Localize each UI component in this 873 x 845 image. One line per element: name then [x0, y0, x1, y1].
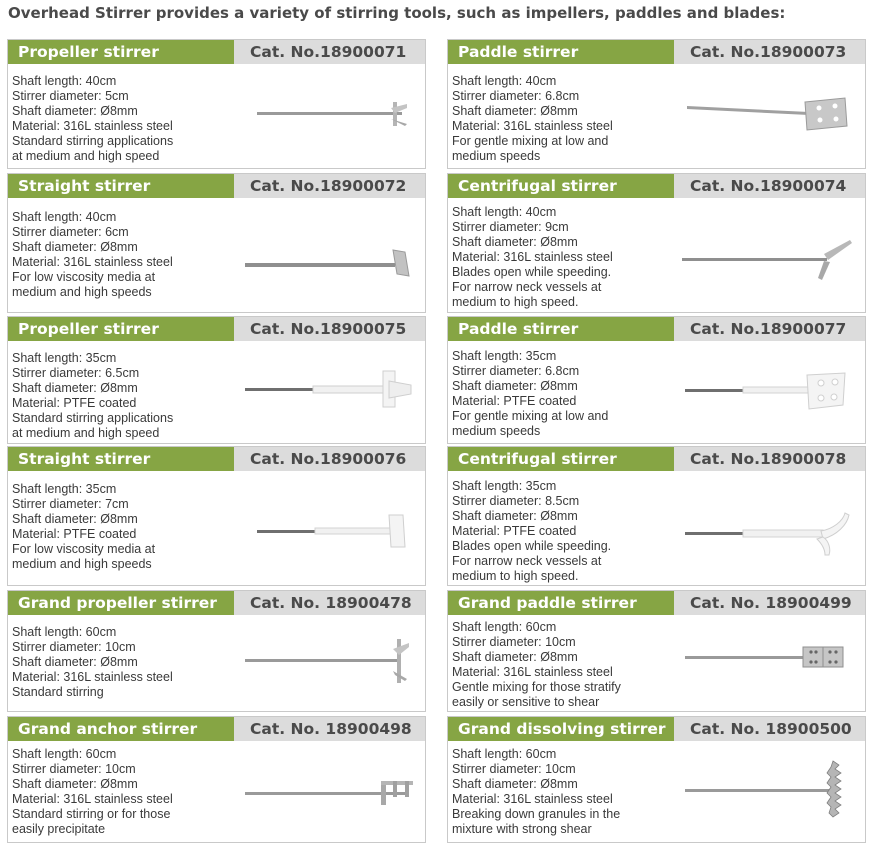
catalog-number: Cat. No.18900075	[234, 317, 425, 341]
grand-propeller-stirrer-image	[243, 635, 415, 687]
spec-line: Stirrer diameter: 8.5cm	[452, 494, 580, 508]
spec-line: Shaft length: 35cm	[12, 482, 117, 496]
spec-line: Shaft diameter: Ø8mm	[452, 509, 578, 523]
spec-line: Stirrer diameter: 6.5cm	[12, 366, 140, 380]
spec-line: Material: 316L stainless steel	[12, 792, 173, 806]
catalog-number: Cat. No. 18900499	[674, 591, 865, 615]
ptfe-paddle-stirrer-image	[683, 369, 855, 415]
spec-line: Standard stirring	[12, 685, 104, 699]
spec-line: Shaft diameter: Ø8mm	[12, 104, 138, 118]
spec-line: Stirrer diameter: 6cm	[12, 225, 129, 239]
spec-line: easily precipitate	[12, 822, 106, 836]
spec-line: Stirrer diameter: 7cm	[12, 497, 129, 511]
spec-line: at medium and high speed	[12, 426, 160, 440]
product-card	[447, 316, 866, 444]
product-name: Paddle stirrer	[448, 317, 674, 341]
product-specs	[12, 625, 242, 700]
spec-line: Material: PTFE coated	[452, 524, 577, 538]
spec-line: Shaft diameter: Ø8mm	[452, 777, 578, 791]
product-card	[7, 716, 426, 843]
spec-line: Material: 316L stainless steel	[12, 119, 173, 133]
product-name: Grand propeller stirrer	[8, 591, 234, 615]
spec-line: easily or sensitive to shear	[452, 695, 600, 709]
spec-line: medium and high speeds	[12, 557, 152, 571]
spec-line: For low viscosity media at	[12, 270, 156, 284]
spec-line: Shaft length: 60cm	[12, 747, 117, 761]
spec-line: Shaft diameter: Ø8mm	[452, 650, 578, 664]
grand-paddle-stirrer-image	[683, 637, 855, 677]
spec-line: Shaft length: 60cm	[452, 747, 557, 761]
product-specs	[452, 74, 682, 164]
spec-line: medium speeds	[452, 424, 541, 438]
product-name: Propeller stirrer	[8, 40, 234, 64]
spec-line: Shaft diameter: Ø8mm	[452, 104, 578, 118]
catalog-number: Cat. No.18900078	[674, 447, 865, 471]
spec-line: Shaft length: 35cm	[452, 479, 557, 493]
spec-line: Shaft length: 60cm	[12, 625, 117, 639]
spec-line: Material: 316L stainless steel	[452, 792, 613, 806]
product-name: Centrifugal stirrer	[448, 447, 674, 471]
catalog-number: Cat. No.18900073	[674, 40, 865, 64]
spec-line: Shaft diameter: Ø8mm	[12, 777, 138, 791]
product-specs	[452, 205, 682, 310]
spec-line: Stirrer diameter: 6.8cm	[452, 364, 580, 378]
spec-line: Shaft length: 40cm	[12, 74, 117, 88]
spec-line: medium speeds	[452, 149, 541, 163]
spec-line: Shaft diameter: Ø8mm	[12, 512, 138, 526]
spec-line: Material: PTFE coated	[452, 394, 577, 408]
centrifugal-stirrer-image	[680, 234, 855, 284]
spec-line: Shaft diameter: Ø8mm	[452, 379, 578, 393]
product-specs	[12, 351, 242, 441]
page-title: Overhead Stirrer provides a variety of stirring tools, such as impellers, paddles and blades:	[8, 4, 786, 22]
product-card	[447, 446, 866, 586]
ptfe-propeller-stirrer-image	[243, 367, 415, 411]
spec-line: at medium and high speed	[12, 149, 160, 163]
straight-stirrer-image	[243, 242, 415, 282]
catalog-number: Cat. No.18900077	[674, 317, 865, 341]
catalog-number: Cat. No. 18900478	[234, 591, 425, 615]
paddle-stirrer-image	[685, 92, 855, 138]
product-specs	[12, 482, 242, 572]
spec-line: Shaft length: 35cm	[452, 349, 557, 363]
spec-line: medium to high speed.	[452, 295, 579, 309]
product-specs	[12, 210, 242, 300]
product-name: Straight stirrer	[8, 447, 234, 471]
product-card	[447, 173, 866, 313]
spec-line: Shaft diameter: Ø8mm	[12, 240, 138, 254]
spec-line: Material: 316L stainless steel	[452, 119, 613, 133]
catalog-number: Cat. No.18900072	[234, 174, 425, 198]
product-name: Grand anchor stirrer	[8, 717, 234, 741]
spec-line: Standard stirring or for those	[12, 807, 171, 821]
product-name: Straight stirrer	[8, 174, 234, 198]
spec-line: Shaft length: 40cm	[12, 210, 117, 224]
spec-line: Shaft length: 40cm	[452, 74, 557, 88]
ptfe-centrifugal-stirrer-image	[683, 509, 855, 559]
spec-line: For gentle mixing at low and	[452, 134, 609, 148]
spec-line: Gentle mixing for those stratify	[452, 680, 621, 694]
spec-line: medium and high speeds	[12, 285, 152, 299]
spec-line: Shaft diameter: Ø8mm	[452, 235, 578, 249]
product-card	[7, 173, 426, 313]
spec-line: Material: 316L stainless steel	[452, 665, 613, 679]
product-card	[7, 590, 426, 712]
product-card	[7, 316, 426, 444]
catalog-number: Cat. No.18900074	[674, 174, 865, 198]
propeller-stirrer-image	[255, 94, 415, 134]
product-name: Propeller stirrer	[8, 317, 234, 341]
product-specs	[452, 747, 682, 837]
spec-line: Blades open while speeding.	[452, 265, 612, 279]
spec-line: Stirrer diameter: 6.8cm	[452, 89, 580, 103]
spec-line: Blades open while speeding.	[452, 539, 612, 553]
spec-line: medium to high speed.	[452, 569, 579, 583]
spec-line: Material: 316L stainless steel	[12, 670, 173, 684]
spec-line: Stirrer diameter: 5cm	[12, 89, 129, 103]
spec-line: Stirrer diameter: 10cm	[12, 640, 136, 654]
product-card	[447, 39, 866, 169]
spec-line: Stirrer diameter: 10cm	[12, 762, 136, 776]
spec-line: mixture with strong shear	[452, 822, 592, 836]
spec-line: Material: 316L stainless steel	[12, 255, 173, 269]
ptfe-straight-stirrer-image	[255, 511, 415, 551]
spec-line: For low viscosity media at	[12, 542, 156, 556]
spec-line: Material: PTFE coated	[12, 396, 137, 410]
catalog-number: Cat. No. 18900498	[234, 717, 425, 741]
catalog-number: Cat. No. 18900500	[674, 717, 865, 741]
product-card	[7, 446, 426, 586]
product-specs	[452, 479, 682, 584]
spec-line: For narrow neck vessels at	[452, 280, 602, 294]
product-name: Centrifugal stirrer	[448, 174, 674, 198]
spec-line: Shaft diameter: Ø8mm	[12, 381, 138, 395]
product-specs	[12, 74, 242, 164]
grand-anchor-stirrer-image	[243, 773, 415, 813]
product-specs	[12, 747, 242, 837]
spec-line: Shaft length: 40cm	[452, 205, 557, 219]
spec-line: Standard stirring applications	[12, 134, 174, 148]
product-card	[7, 39, 426, 169]
spec-line: Shaft diameter: Ø8mm	[12, 655, 138, 669]
spec-line: Material: PTFE coated	[12, 527, 137, 541]
spec-line: For narrow neck vessels at	[452, 554, 602, 568]
spec-line: Standard stirring applications	[12, 411, 174, 425]
catalog-number: Cat. No.18900076	[234, 447, 425, 471]
product-specs	[452, 620, 682, 710]
spec-line: For gentle mixing at low and	[452, 409, 609, 423]
product-card	[447, 716, 866, 843]
product-name: Grand dissolving stirrer	[448, 717, 674, 741]
spec-line: Stirrer diameter: 10cm	[452, 635, 576, 649]
spec-line: Stirrer diameter: 10cm	[452, 762, 576, 776]
spec-line: Material: 316L stainless steel	[452, 250, 613, 264]
spec-line: Shaft length: 60cm	[452, 620, 557, 634]
spec-line: Breaking down granules in the	[452, 807, 621, 821]
product-specs	[452, 349, 682, 439]
catalog-number: Cat. No.18900071	[234, 40, 425, 64]
spec-line: Stirrer diameter: 9cm	[452, 220, 569, 234]
product-card	[447, 590, 866, 712]
product-name: Paddle stirrer	[448, 40, 674, 64]
product-name: Grand paddle stirrer	[448, 591, 674, 615]
spec-line: Shaft length: 35cm	[12, 351, 117, 365]
grand-dissolving-stirrer-image	[683, 757, 855, 821]
